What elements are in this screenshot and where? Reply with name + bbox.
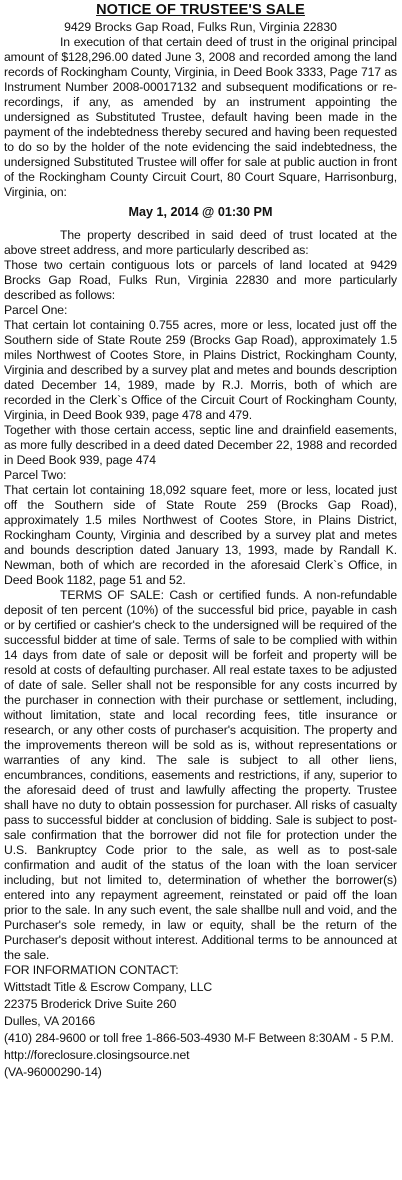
terms-of-sale-paragraph: TERMS OF SALE: Cash or certified funds. A non-refundable deposit of ten percent (10%) of the successful bid price, payable in cash or by certified or cashier's check to the undersigned will be required of the successful bidder at time of sale. Terms of sale to be complied with within 14 days from date of sale or deposit will be forfeit and property will be resold at costs of defaulting purchaser. All real estate taxes to be adjusted of date of sale. Seller shall not be responsible for any costs incurred by the purchaser in connection with their purchase or settlement, including, without limitation, state and local recording fees, title insurance or research, or any other costs of purchaser's acquisition. The property and the improvements thereon will be sold as is, without representations or warranties of any kind. The sale is subject to all other liens, encumbrances, conditions, easements and restrictions, if any, superior to the aforesaid deed of trust and lawfully affecting the property. Trustee shall have no duty to obtain possession for purchaser. All risks of casualty pass to successful bidder at conclusion of bidding. Sale is subject to post-sale confirmation that the borrower did not file for protection under the U.S. Bankruptcy Code prior to the sale, as well as to post-sale confirmation and audit of the status of the loan with the loan servicer including, but not limited to, determination of whether the borrower(s) entered into any repayment agreement, reinstated or paid off the loan prior to the sale. In any such event, the sale shallbe null and void, and the Purchaser's sole remedy, in law or equity, shall be the return of the Purchaser's deposit without interest. Additional terms to be announced at the sale. [4, 588, 397, 962]
parcel-one-paragraph: That certain lot containing 0.755 acres, more or less, located just off the Southern side of State Route 259 (Brocks Gap Road), approximately 1.5 miles Northwest of Cootes Store, in Plains District, Rockingham County, Virginia and described by a survey plat and metes and bounds description dated December 14, 1989, made by R.J. Morris, both of which are recorded in the Clerk`s Office of the Circuit Court of Rockingham County, Virginia, in Deed Book 939, page 478 and 479. [4, 318, 397, 422]
lots-intro-paragraph: Those two certain contiguous lots or parcels of land located at 9429 Brocks Gap Road, Fulks Run, Virginia 22830 and more particularly described as follows: [4, 258, 397, 302]
notice-title: NOTICE OF TRUSTEE'S SALE [96, 2, 305, 18]
reference-number: (VA-96000290-14) [4, 1065, 102, 1079]
sale-date: May 1, 2014 @ 01:30 PM [128, 205, 273, 219]
intro-paragraph: In execution of that certain deed of trust in the original principal amount of $128,296.00 dated June 3, 2008 and recorded among the land records of Rockingham County, Virginia, in Deed Book 3333, Page 717 as Instrument Number 2008-00017132 and subsequent modifications or re-recordings, if any, as amended by an instrument appointing the undersigned as Substituted Trustee, default having been made in the payment of the indebtedness thereby secured and having been requested to do so by the holder of the note evidencing the said indebtedness, the undersigned Substituted Trustee will offer for sale at public auction in front of the Rockingham County Circuit Court, 80 Court Square, Harrisonburg, Virginia, on: [4, 35, 397, 199]
contact-website: http://foreclosure.closingsource.net [4, 1048, 190, 1062]
contact-heading: FOR INFORMATION CONTACT: [4, 963, 179, 977]
contact-phone: (410) 284-9600 or toll free 1-866-503-4930 M-F Between 8:30AM - 5 P.M. [4, 1031, 394, 1045]
contact-city: Dulles, VA 20166 [4, 1014, 95, 1028]
contact-company: Wittstadt Title & Escrow Company, LLC [4, 980, 213, 994]
easements-paragraph: Together with those certain access, septic line and drainfield easements, as more fully described in a deed dated December 22, 1988 and recorded in Deed Book 939, page 474 [4, 423, 397, 467]
parcel-two-label: Parcel Two: [4, 468, 67, 482]
parcel-two-paragraph: That certain lot containing 18,092 square feet, more or less, located just off the Southern side of State Route 259 (Brocks Gap Road), approximately 1.5 miles Northwest of Cootes Store, in Plains District, Rockingham County, Virginia and described by a survey plat and metes and bounds description dated January 13, 1993, made by Randall K. Newman, both of which are recorded in the aforesaid Clerk`s Office, in Deed Book 1182, page 51 and 52. [4, 483, 397, 587]
contact-street: 22375 Broderick Drive Suite 260 [4, 997, 177, 1011]
property-address: 9429 Brocks Gap Road, Fulks Run, Virginia 22830 [64, 20, 337, 34]
property-intro-paragraph: The property described in said deed of trust located at the above street address, and more particularly described as: [4, 228, 397, 257]
parcel-one-label: Parcel One: [4, 303, 68, 317]
